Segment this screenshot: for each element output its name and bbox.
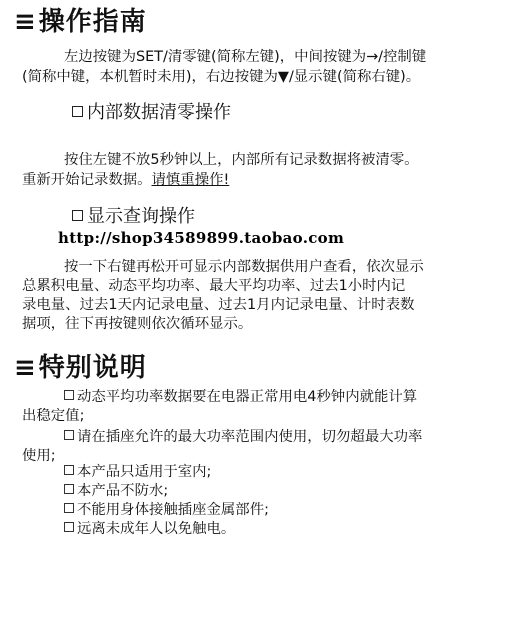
note-item-5 [64,500,269,520]
display-line-3: 录电量、过去1天内记录电量、过去1月内记录电量、计时表数 [22,297,415,313]
note-text: 本产品只适用于室内; [77,464,212,480]
note-item-1-line-1 [64,387,417,407]
guide-title-text: 操作指南 [38,7,147,37]
notes-title-text: 特别说明 [38,353,147,383]
display-line-2: 总累积电量、动态平均功率、最大平均功率、过去1小时内记 [22,278,406,294]
note-item-3 [64,462,211,482]
clear-heading [72,101,231,125]
note-text: 本产品不防水; [77,483,169,499]
clear-warning: 请慎重操作! [151,172,230,188]
checkbox-square-icon [64,465,74,475]
checkbox-square-icon [72,210,83,221]
note-text: 请在插座允许的最大功率范围内使用，切勿超最大功率 [77,429,423,445]
display-line-1: 按一下右键再松开可显示内部数据供用户查看，依次显示 [64,259,424,275]
note-item-4 [64,481,168,501]
display-heading [72,205,195,229]
clear-heading-text: 内部数据清零操作 [87,102,231,123]
note-text: 动态平均功率数据要在电器正常用电4秒钟内就能计算 [77,389,418,405]
note-item-1-line-2: 出稳定值; [22,408,85,424]
intro-line-1: 左边按键为SET/清零键(简称左键)，中间按键为→/控制键 [64,49,427,65]
clear-line-2-text: 重新开始记录数据。 [22,172,152,188]
note-text: 远离未成年人以免触电。 [77,521,236,537]
note-item-6 [64,519,235,539]
shop-watermark-url: http://shop34589899.taobao.com [58,229,345,247]
note-item-2-line-2: 使用; [22,448,56,464]
checkbox-square-icon [64,484,74,494]
notes-title [14,352,147,384]
display-line-4: 据项，往下再按键则依次循环显示。 [22,316,253,332]
checkbox-square-icon [64,430,74,440]
checkbox-square-icon [64,390,74,400]
checkbox-square-icon [72,106,83,117]
intro-line-2: (简称中键，本机暂时未用)，右边按键为▼/显示键(简称右键)。 [22,69,421,85]
clear-line-1: 按住左键不放5秒钟以上，内部所有记录数据将被清零。 [64,152,419,168]
guide-title [14,6,147,38]
section-mark-icon: ≡ [14,7,37,37]
checkbox-square-icon [64,522,74,532]
note-text: 不能用身体接触插座金属部件; [77,502,269,518]
clear-line-2 [22,170,229,190]
display-heading-text: 显示查询操作 [87,206,195,227]
checkbox-square-icon [64,503,74,513]
section-mark-icon: ≡ [14,353,37,383]
note-item-2-line-1 [64,427,422,447]
